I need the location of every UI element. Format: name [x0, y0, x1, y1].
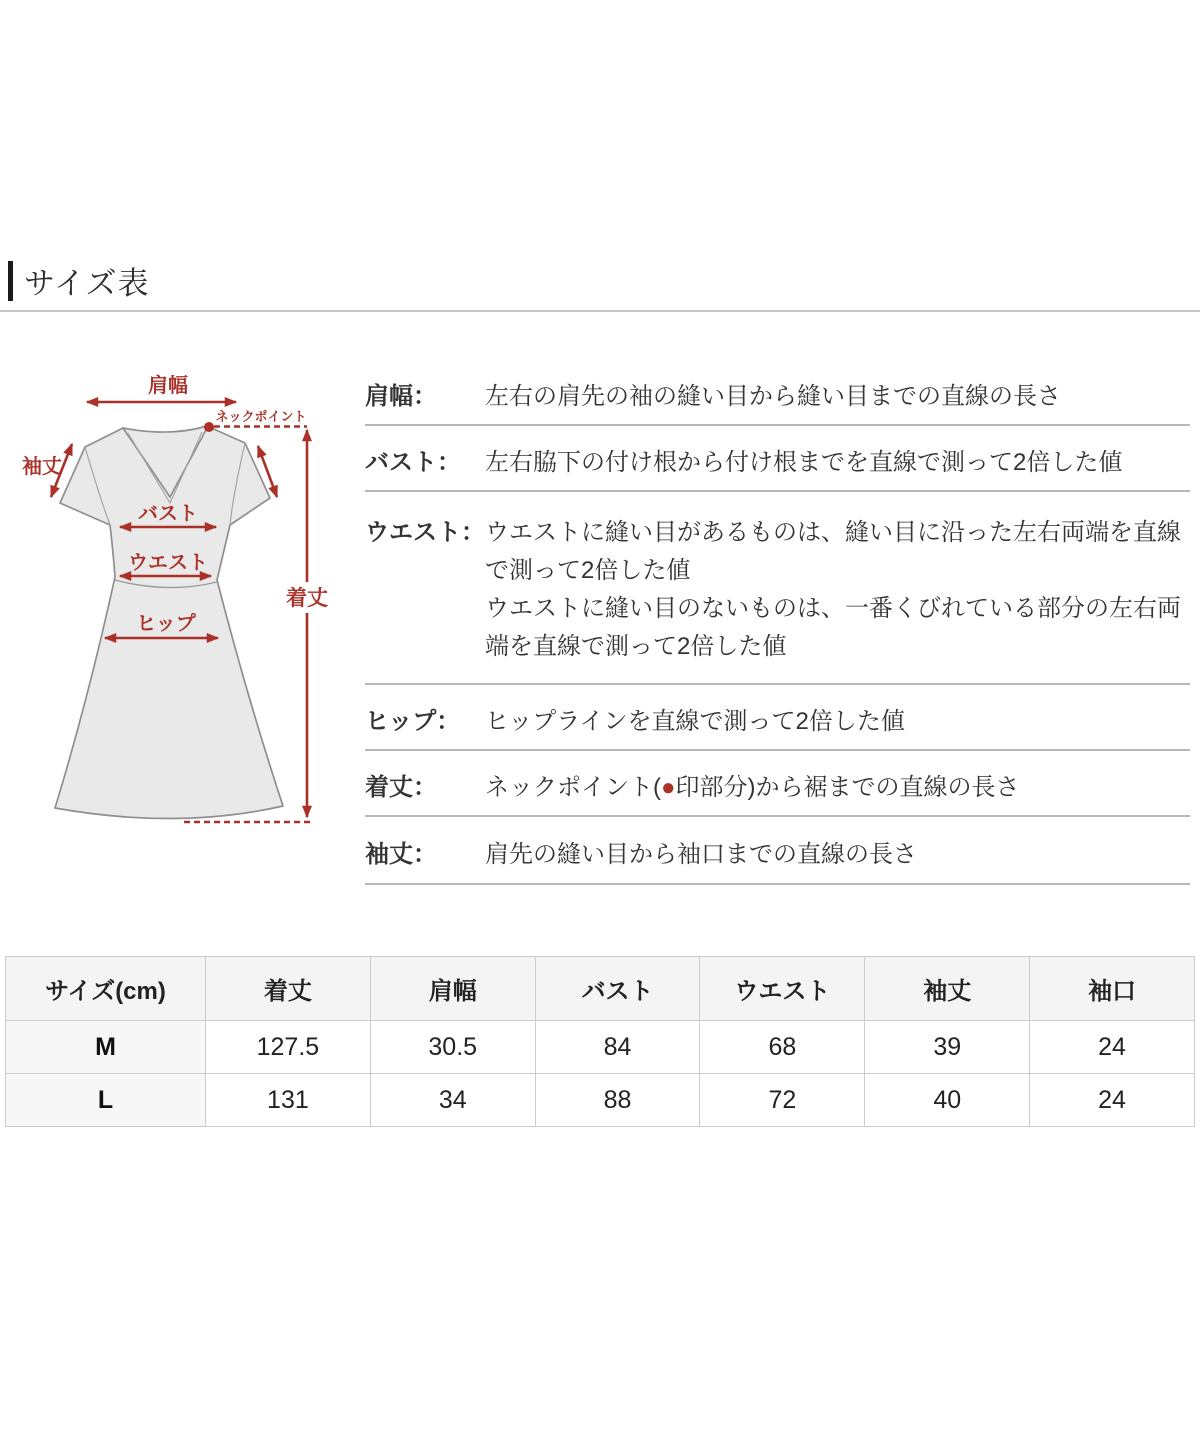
size-table-header-cell: バスト — [535, 957, 700, 1021]
size-table-header-cell: 袖口 — [1030, 957, 1195, 1021]
size-table-header-cell: 着丈 — [206, 957, 371, 1021]
size-table-row-l — [6, 1074, 1195, 1127]
size-value-cell: 84 — [535, 1021, 700, 1074]
definition-desc-line: ウエストに縫い目のないものは、一番くびれている部分の左右両端を直線で測って2倍した値 — [485, 594, 1181, 660]
definition-desc: 左右脇下の付け根から付け根までを直線で測って2倍した値 — [485, 448, 1123, 476]
shoulder-width-label: 肩幅 — [148, 375, 188, 397]
bust-label: バスト — [138, 503, 198, 525]
title-accent-bar — [8, 261, 13, 301]
size-value-cell: 131 — [206, 1074, 371, 1127]
definition-item — [365, 492, 1190, 686]
definition-item — [365, 372, 1190, 426]
size-table — [5, 956, 1195, 1127]
neck-point-dot-glyph: ● — [661, 774, 676, 802]
size-value-cell: 127.5 — [206, 1021, 371, 1074]
section-title — [8, 258, 150, 303]
definition-desc: 左右の肩先の袖の縫い目から縫い目までの直線の長さ — [485, 383, 1061, 410]
definition-desc — [485, 769, 1190, 807]
definition-item — [365, 426, 1190, 492]
size-value-cell: 34 — [370, 1074, 535, 1127]
size-table-header-cell: サイズ(cm) — [6, 957, 206, 1021]
neck-point-dot — [204, 422, 214, 432]
title-divider — [0, 310, 1200, 312]
definition-item — [365, 685, 1190, 751]
definition-item — [365, 751, 1190, 817]
definition-desc: ヒップラインを直線で測って2倍した値 — [485, 708, 905, 736]
definition-term: 肩幅： — [365, 383, 437, 410]
definition-desc-line: ウエストに縫い目があるものは、縫い目に沿った左右両端を直線で測って2倍した値 — [485, 518, 1181, 584]
definition-desc: 肩先の縫い目から袖口までの直線の長さ — [485, 841, 917, 869]
definition-term: 着丈： — [365, 774, 437, 802]
size-label-cell: L — [6, 1074, 206, 1127]
size-table-row-m — [6, 1021, 1195, 1074]
size-value-cell: 24 — [1030, 1021, 1195, 1074]
size-table-header-row — [6, 957, 1195, 1021]
waist-label: ウエスト — [128, 552, 208, 574]
size-table-header-cell: ウエスト — [700, 957, 865, 1021]
size-value-cell: 88 — [535, 1074, 700, 1127]
measurement-diagram — [10, 370, 350, 840]
measurement-definition-list — [365, 372, 1190, 885]
neck-point-label: ネックポイント — [215, 409, 307, 424]
size-value-cell: 40 — [865, 1074, 1030, 1127]
size-table-header-cell: 袖丈 — [865, 957, 1030, 1021]
size-value-cell: 68 — [700, 1021, 865, 1074]
size-value-cell: 72 — [700, 1074, 865, 1127]
definition-desc-part: 印部分)から裾までの直線の長さ — [675, 774, 1020, 802]
size-value-cell: 24 — [1030, 1074, 1195, 1127]
definition-term: 袖丈： — [365, 841, 437, 869]
hip-label: ヒップ — [136, 613, 196, 635]
size-value-cell: 39 — [865, 1021, 1030, 1074]
size-label-cell: M — [6, 1021, 206, 1074]
sleeve-length-label: 袖丈 — [22, 456, 62, 478]
page-title: サイズ表 — [24, 266, 150, 301]
definition-term: ヒップ： — [365, 708, 461, 736]
definition-item — [365, 817, 1190, 885]
definition-term: ウエスト： — [365, 518, 485, 546]
size-table-header-cell: 肩幅 — [370, 957, 535, 1021]
length-label: 着丈 — [286, 587, 328, 610]
definition-desc — [485, 514, 1190, 666]
definition-term: バスト： — [365, 448, 461, 476]
definition-desc-part: ネックポイント( — [485, 774, 661, 802]
size-value-cell: 30.5 — [370, 1021, 535, 1074]
